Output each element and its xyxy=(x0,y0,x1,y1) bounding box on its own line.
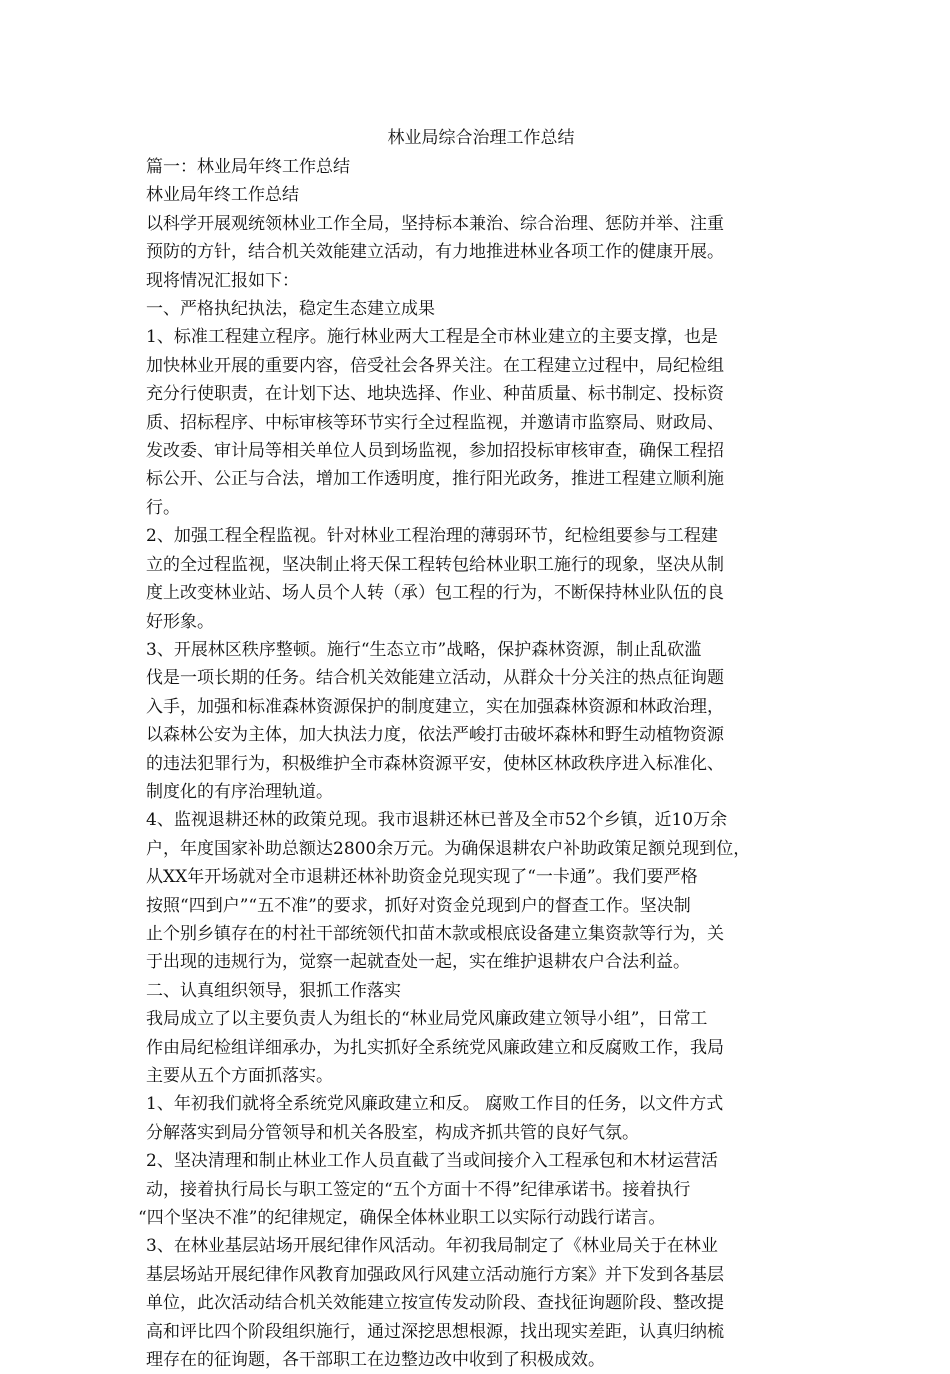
text-line: 2、加强工程全程监视。针对林业工程治理的薄弱环节，纪检组要参与工程建 xyxy=(146,526,718,547)
text-line: 1、标准工程建立程序。施行林业两大工程是全市林业建立的主要支撑，也是 xyxy=(146,327,718,348)
text-line: 高和评比四个阶段组织施行，通过深挖思想根源，找出现实差距，认真归纳梳 xyxy=(146,1321,724,1342)
text-line: 质、招标程序、中标审核等环节实行全过程监视，并邀请市监察局、财政局、 xyxy=(146,412,724,433)
text-line: 于出现的违规行为，觉察一起就查处一起，实在维护退耕农户合法利益。 xyxy=(146,952,690,973)
text-line: 制度化的有序治理轨道。 xyxy=(146,781,333,802)
text-line: 伐是一项长期的任务。结合机关效能建立活动，从群众十分关注的热点征询题 xyxy=(146,668,724,689)
text-line: 从XX年开场就对全市退耕还林补助资金兑现实现了“一卡通”。我们要严格 xyxy=(146,867,698,888)
text-line: 理存在的征询题，各干部职工在边整边改中收到了积极成效。 xyxy=(146,1350,605,1371)
document-body xyxy=(138,124,816,1374)
text-line: 立的全过程监视，坚决制止将天保工程转包给林业职工施行的现象，坚决从制 xyxy=(146,554,724,575)
text-line: 以科学开展观统领林业工作全局，坚持标本兼治、综合治理、惩防并举、注重 xyxy=(146,213,724,234)
text-line: 行。 xyxy=(146,497,180,518)
text-line: 2、坚决清理和制止林业工作人员直截了当或间接介入工程承包和木材运营活 xyxy=(146,1151,718,1172)
text-line: 1、年初我们就将全系统党风廉政建立和反。 腐败工作目的任务，以文件方式 xyxy=(146,1094,724,1115)
text-line: 4、监视退耕还林的政策兑现。我市退耕还林已普及全市52个乡镇，近10万余 xyxy=(146,810,728,831)
text-line: 入手，加强和标准森林资源保护的制度建立，实在加强森林资源和林政治理， xyxy=(146,696,724,717)
text-line: 动，接着执行局长与职工签定的“五个方面十不得”纪律承诺书。接着执行 xyxy=(146,1179,691,1200)
text-line: 充分行使职责，在计划下达、地块选择、作业、种苗质量、标书制定、投标资 xyxy=(146,384,724,405)
text-line: 基层场站开展纪律作风教育加强政风行风建立活动施行方案》并下发到各基层 xyxy=(146,1264,724,1285)
text-line: 3、在林业基层站场开展纪律作风活动。年初我局制定了《林业局关于在林业 xyxy=(146,1236,718,1257)
text-line: 止个别乡镇存在的村社干部统领代扣苗木款或根底设备建立集资款等行为，关 xyxy=(146,923,724,944)
text-line: 按照“四到户”“五不准”的要求，抓好对资金兑现到户的督查工作。坚决制 xyxy=(146,895,691,916)
text-line: 篇一：林业局年终工作总结 xyxy=(146,157,350,177)
text-line: 发改委、审计局等相关单位人员到场监视，参加招投标审核审查，确保工程招 xyxy=(146,441,724,462)
text-line: 我局成立了以主要负责人为组长的“林业局党风廉政建立领导小组”，日常工 xyxy=(146,1009,708,1030)
text-line: 的违法犯罪行为，积极维护全市森林资源平安，使林区林政秩序进入标准化、 xyxy=(146,753,724,774)
text-line: 预防的方针，结合机关效能建立活动，有力地推进林业各项工作的健康开展。 xyxy=(146,242,724,263)
text-line: 好形象。 xyxy=(146,611,214,632)
text-line: 林业局年终工作总结 xyxy=(146,185,299,206)
text-line: “四个坚决不准”的纪律规定，确保全体林业职工以实际行动践行诺言。 xyxy=(138,1208,666,1229)
text-line: 单位，此次活动结合机关效能建立按宣传发动阶段、查找征询题阶段、整改提 xyxy=(146,1293,724,1314)
text-line: 主要从五个方面抓落实。 xyxy=(146,1066,333,1086)
text-line: 作由局纪检组详细承办，为扎实抓好全系统党风廉政建立和反腐败工作，我局 xyxy=(146,1037,724,1058)
document-title: 林业局综合治理工作总结 xyxy=(387,128,575,148)
text-line: 3、开展林区秩序整顿。施行“生态立市”战略，保护森林资源，制止乱砍滥 xyxy=(146,639,702,660)
text-line: 以森林公安为主体，加大执法力度，依法严峻打击破坏森林和野生动植物资源 xyxy=(146,725,724,746)
text-line: 加快林业开展的重要内容，倍受社会各界关注。在工程建立过程中，局纪检组 xyxy=(146,355,724,376)
text-line: 标公开、公正与合法，增加工作透明度，推行阳光政务，推进工程建立顺利施 xyxy=(146,469,724,490)
text-line: 户，年度国家补助总额达2800余万元。为确保退耕农户补助政策足额兑现到位， xyxy=(146,838,751,859)
text-line: 度上改变林业站、场人员个人转（承）包工程的行为，不断保持林业队伍的良 xyxy=(146,583,724,604)
text-line: 一、严格执纪执法，稳定生态建立成果 xyxy=(146,299,435,320)
text-line: 分解落实到局分管领导和机关各股室，构成齐抓共管的良好气氛。 xyxy=(146,1122,639,1143)
text-line: 现将情况汇报如下： xyxy=(146,270,299,291)
text-line: 二、认真组织领导，狠抓工作落实 xyxy=(146,980,401,1001)
document-text xyxy=(138,153,816,1374)
